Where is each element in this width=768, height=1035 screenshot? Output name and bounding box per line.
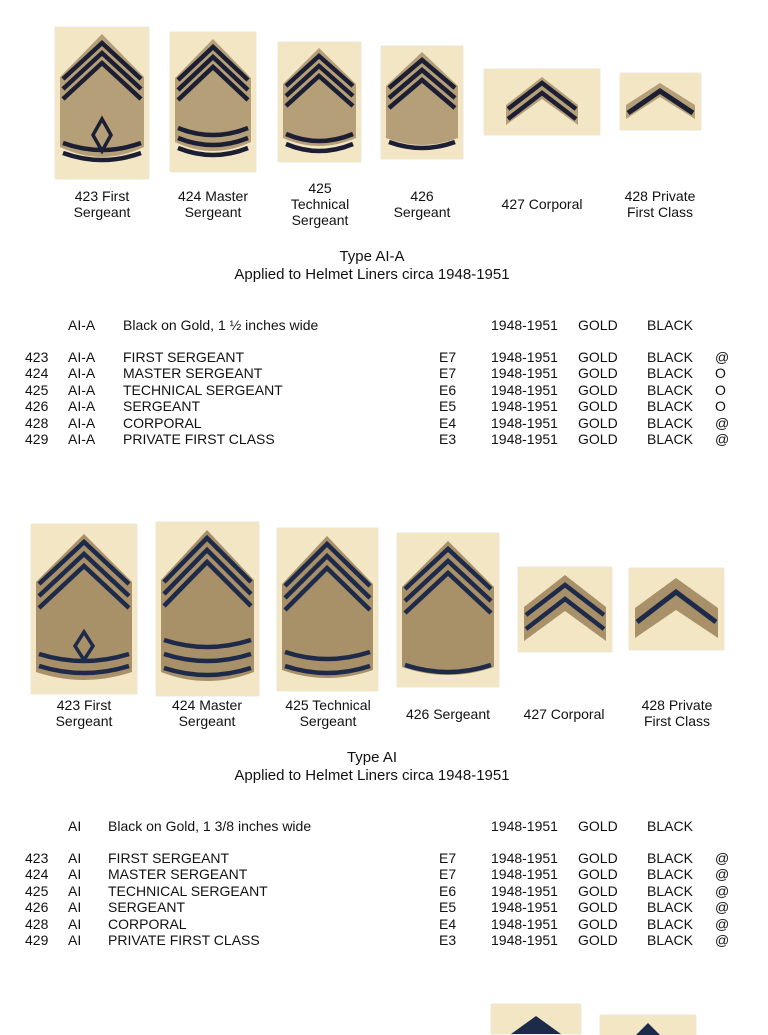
table-row: [0, 365, 768, 381]
pay-grade: E7: [439, 866, 457, 883]
availability-mark: O: [715, 381, 726, 398]
stripe-color: BLACK: [647, 866, 693, 883]
patch-technical-sergeant-b: [277, 528, 378, 691]
summary-row: [0, 317, 768, 333]
patch-caption: 427 Corporal: [523, 706, 605, 722]
section-title: Type AI: [346, 749, 398, 766]
years: 1948-1951: [491, 431, 558, 447]
stripe-color: BLACK: [647, 818, 693, 834]
table-row: [0, 415, 768, 431]
patch-sergeant-a: [381, 46, 463, 159]
chevron-patch-icon: [518, 567, 612, 652]
type-code: AI-A: [68, 381, 96, 398]
insignia-number: 428: [25, 414, 49, 431]
type-code: AI-A: [68, 349, 96, 365]
type-code: AI: [68, 932, 82, 948]
chevron-patch-icon: [381, 46, 463, 159]
description: Black on Gold, 1 ½ inches wide: [123, 317, 319, 333]
background-color: GOLD: [578, 850, 618, 866]
rank-name: CORPORAL: [108, 915, 187, 932]
patch-master-sergeant-a: [170, 32, 256, 172]
patch-technical-sergeant-a: [278, 42, 361, 162]
years: 1948-1951: [491, 398, 558, 415]
patch-first-sergeant-a: [55, 27, 149, 179]
type-code: AI-A: [68, 317, 96, 333]
patch-caption: 426 Sergeant: [405, 706, 491, 722]
section-subtitle: Applied to Helmet Liners circa 1948-1951: [234, 767, 510, 784]
availability-mark: O: [715, 365, 726, 382]
pay-grade: E3: [439, 431, 457, 447]
insignia-number: 429: [25, 431, 49, 447]
stripe-color: BLACK: [647, 899, 693, 916]
background-color: GOLD: [578, 414, 618, 431]
background-color: GOLD: [578, 818, 618, 834]
pay-grade: E4: [439, 414, 457, 431]
patch-private-first-class-b: [629, 568, 724, 650]
chevron-patch-icon: [31, 524, 137, 694]
rank-name: FIRST SERGEANT: [123, 349, 245, 365]
pay-grade: E3: [439, 932, 457, 948]
table-row: [0, 850, 768, 866]
stripe-color: BLACK: [647, 915, 693, 932]
summary-row: [0, 818, 768, 834]
type-code: AI-A: [68, 431, 96, 447]
availability-mark: @: [715, 882, 730, 899]
years: 1948-1951: [491, 866, 558, 883]
stripe-color: BLACK: [647, 398, 693, 415]
patch-first-sergeant-b: [31, 524, 137, 694]
patch-caption: 428 Private First Class: [624, 188, 696, 220]
stripe-color: BLACK: [647, 431, 693, 447]
stripe-color: BLACK: [647, 882, 693, 899]
background-color: GOLD: [578, 349, 618, 365]
stripe-color: BLACK: [647, 349, 693, 365]
years: 1948-1951: [491, 932, 558, 948]
table-row: [0, 382, 768, 398]
pay-grade: E6: [439, 381, 457, 398]
table-row: [0, 866, 768, 882]
patch-caption: 428 Private First Class: [641, 697, 713, 729]
type-code: AI-A: [68, 398, 96, 415]
rank-name: FIRST SERGEANT: [108, 850, 230, 866]
background-color: GOLD: [578, 932, 618, 948]
background-color: GOLD: [578, 866, 618, 883]
insignia-number: 423: [25, 850, 49, 866]
pay-grade: E6: [439, 882, 457, 899]
insignia-number: 424: [25, 365, 49, 382]
stripe-color: BLACK: [647, 850, 693, 866]
rank-name: PRIVATE FIRST CLASS: [123, 431, 275, 447]
insignia-number: 428: [25, 915, 49, 932]
chevron-patch-icon: [484, 69, 600, 135]
availability-mark: O: [715, 398, 726, 415]
patch-partial-2: [600, 1015, 696, 1035]
rank-name: SERGEANT: [108, 899, 186, 916]
insignia-number: 426: [25, 398, 49, 415]
availability-mark: @: [715, 850, 730, 866]
description: Black on Gold, 1 3/8 inches wide: [108, 818, 312, 834]
type-code: AI: [68, 899, 82, 916]
pay-grade: E5: [439, 398, 457, 415]
patch-caption: 426 Sergeant: [393, 188, 451, 220]
rank-name: SERGEANT: [123, 398, 201, 415]
patch-master-sergeant-b: [156, 522, 259, 696]
background-color: GOLD: [578, 365, 618, 382]
type-code: AI: [68, 866, 82, 883]
background-color: GOLD: [578, 899, 618, 916]
years: 1948-1951: [491, 850, 558, 866]
table-row: [0, 916, 768, 932]
patch-partial-1: [491, 1004, 581, 1034]
stripe-color: BLACK: [647, 317, 693, 333]
background-color: GOLD: [578, 431, 618, 447]
rank-name: TECHNICAL SERGEANT: [108, 882, 268, 899]
chevron-patch-icon: [170, 32, 256, 172]
stripe-color: BLACK: [647, 381, 693, 398]
type-code: AI-A: [68, 365, 96, 382]
pay-grade: E5: [439, 899, 457, 916]
chevron-patch-icon: [156, 522, 259, 696]
patch-caption: 427 Corporal: [501, 196, 583, 212]
background-color: GOLD: [578, 915, 618, 932]
rank-name: MASTER SERGEANT: [123, 365, 263, 382]
availability-mark: @: [715, 431, 730, 447]
pay-grade: E4: [439, 915, 457, 932]
table-row: [0, 349, 768, 365]
chevron-patch-icon: [620, 73, 701, 130]
stripe-color: BLACK: [647, 365, 693, 382]
type-code: AI-A: [68, 414, 96, 431]
patch-caption: 423 First Sergeant: [55, 697, 113, 729]
patch-sergeant-b: [397, 533, 499, 687]
patch-caption: 424 Master Sergeant: [177, 188, 249, 220]
rank-name: MASTER SERGEANT: [108, 866, 248, 883]
background-color: GOLD: [578, 398, 618, 415]
rank-name: PRIVATE FIRST CLASS: [108, 932, 260, 948]
availability-mark: @: [715, 349, 730, 365]
years: 1948-1951: [491, 899, 558, 916]
availability-mark: @: [715, 899, 730, 916]
availability-mark: @: [715, 414, 730, 431]
stripe-color: BLACK: [647, 414, 693, 431]
type-code: AI: [68, 915, 82, 932]
years: 1948-1951: [491, 915, 558, 932]
patch-corporal-a: [484, 69, 600, 135]
insignia-number: 424: [25, 866, 49, 883]
years: 1948-1951: [491, 381, 558, 398]
background-color: GOLD: [578, 317, 618, 333]
section-title: Type AI-A: [339, 248, 405, 265]
insignia-number: 423: [25, 349, 49, 365]
background-color: GOLD: [578, 882, 618, 899]
availability-mark: @: [715, 932, 730, 948]
patch-private-first-class-a: [620, 73, 701, 130]
patch-corporal-b: [518, 567, 612, 652]
insignia-number: 426: [25, 899, 49, 916]
years: 1948-1951: [491, 882, 558, 899]
type-code: AI: [68, 882, 82, 899]
rank-name: CORPORAL: [123, 414, 202, 431]
availability-mark: @: [715, 866, 730, 883]
years: 1948-1951: [491, 349, 558, 365]
years: 1948-1951: [491, 365, 558, 382]
chevron-patch-icon: [600, 1015, 696, 1035]
insignia-number: 429: [25, 932, 49, 948]
insignia-number: 425: [25, 882, 49, 899]
pay-grade: E7: [439, 850, 457, 866]
table-row: [0, 932, 768, 948]
type-code: AI: [68, 818, 82, 834]
chevron-patch-icon: [397, 533, 499, 687]
patch-caption: 423 First Sergeant: [73, 188, 131, 220]
patch-caption: 424 Master Sergeant: [171, 697, 243, 729]
chevron-patch-icon: [629, 568, 724, 650]
table-row: [0, 899, 768, 915]
chevron-patch-icon: [491, 1004, 581, 1034]
table-row: [0, 398, 768, 414]
table-row: [0, 431, 768, 447]
years: 1948-1951: [491, 317, 558, 333]
stripe-color: BLACK: [647, 932, 693, 948]
section-subtitle: Applied to Helmet Liners circa 1948-1951: [234, 266, 510, 283]
pay-grade: E7: [439, 365, 457, 382]
chevron-patch-icon: [55, 27, 149, 179]
years: 1948-1951: [491, 818, 558, 834]
type-code: AI: [68, 850, 82, 866]
background-color: GOLD: [578, 381, 618, 398]
pay-grade: E7: [439, 349, 457, 365]
table-row: [0, 883, 768, 899]
patch-caption: 425 Technical Sergeant: [285, 697, 371, 729]
years: 1948-1951: [491, 414, 558, 431]
insignia-number: 425: [25, 381, 49, 398]
rank-name: TECHNICAL SERGEANT: [123, 381, 283, 398]
patch-caption: 425 Technical Sergeant: [290, 180, 350, 228]
chevron-patch-icon: [278, 42, 361, 162]
chevron-patch-icon: [277, 528, 378, 691]
availability-mark: @: [715, 915, 730, 932]
